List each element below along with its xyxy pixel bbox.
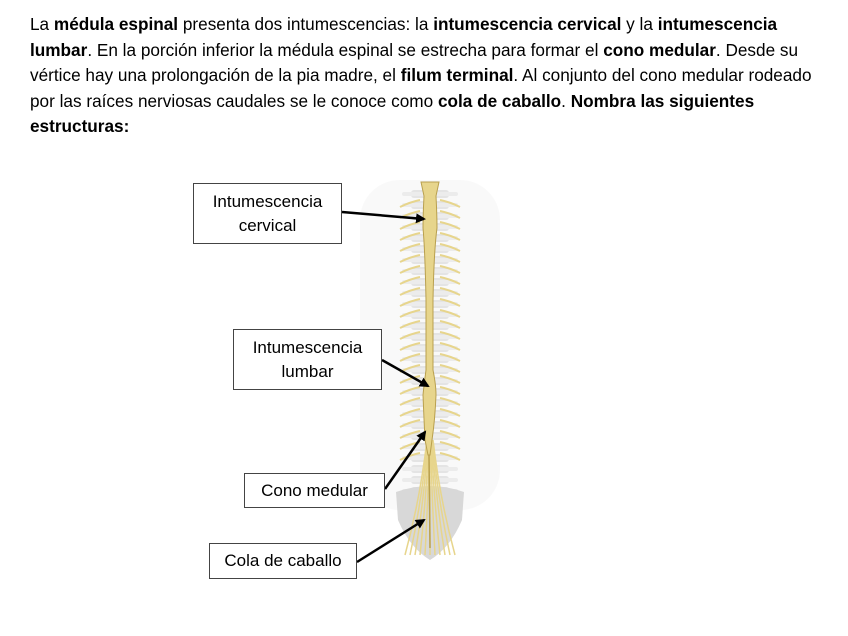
intro-term-lumbar: intumescencia lumbar	[30, 14, 778, 60]
intro-segment: presenta dos intumescencias: la	[178, 14, 434, 34]
intro-term-filum: filum terminal	[400, 65, 514, 86]
label-cono-text: Cono medular	[261, 480, 368, 500]
intro-segment: .	[561, 90, 571, 111]
filum-terminal	[429, 455, 430, 548]
label-cono-medular	[244, 473, 385, 508]
intro-segment: . Desde su vértice hay una prolongación de la pia madre, el	[30, 39, 799, 86]
intro-term-cola: cola de caballo	[437, 90, 562, 111]
intro-segment: . Al conjunto del cono medular rodeado por las raíces nerviosas caudales se le conoce como	[30, 65, 812, 111]
label-cervical-line2: cervical	[238, 215, 297, 235]
intro-segment: . En la porción inferior la médula espinal se estrecha para formar el	[87, 39, 604, 60]
label-cola-de-caballo	[209, 543, 357, 579]
intro-term-cono: cono medular	[603, 39, 716, 60]
intro-term-cervical: intumescencia cervical	[433, 14, 622, 34]
intro-instruction: Nombra las siguientes estructuras:	[30, 90, 755, 137]
intro-segment: La	[30, 14, 54, 34]
label-lumbar-line2: lumbar	[281, 361, 334, 381]
label-intumescencia-cervical	[193, 183, 342, 244]
label-intumescencia-lumbar	[233, 329, 382, 390]
label-lumbar-line1: Intumescencia	[252, 337, 363, 357]
label-cervical-line1: Intumescencia	[212, 191, 323, 211]
intro-segment: y la	[621, 14, 658, 34]
label-cola-text: Cola de caballo	[224, 551, 342, 570]
intro-term-medula: médula espinal	[53, 14, 179, 34]
